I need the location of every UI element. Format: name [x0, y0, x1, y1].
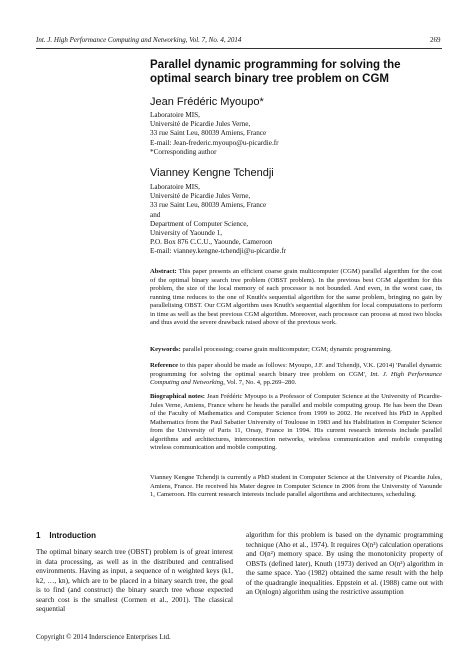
keywords-label: Keywords: [150, 346, 181, 353]
author1-affiliation-line: *Corresponding author [150, 147, 217, 156]
biographical-notes [150, 393, 442, 453]
page-number: 269 [430, 36, 441, 44]
author1-affiliation-line: 33 rue Saint Leu, 80039 Amiens, France [150, 129, 267, 138]
section-number: 1 [36, 531, 41, 540]
bio2-text: Vianney Kengne Tchendji is currently a PhD student in Computer Science at the University of Picardie Jules, Amiens, France. He received his Mater degree in Computer Science in 2006 from the University of Yaounde 1, Cameroon. His current research interests include parallel algorithms and architectures, scheduling. [150, 474, 442, 498]
author1-affiliation-line: Université de Picardie Jules Verne, [150, 120, 251, 129]
abstract-label: Abstract: [150, 268, 177, 275]
author2-affiliation [150, 183, 286, 257]
keywords-text: parallel processing; coarse grain multicomputer; CGM; dynamic programming. [182, 346, 392, 353]
author2-affiliation-line: 33 rue Saint Leu, 80039 Amiens, France [150, 201, 267, 210]
bio-label: Biographical notes: [150, 393, 206, 400]
author1-affiliation-line: Laboratoire MIS, [150, 111, 200, 119]
body-left-column: The optimal binary search tree (OBST) problem is of great interest in data processing, as well as in the distributed and centralised environments. Having as input, a sequence of n weighted keys (k1, k2, …, kn), which are to be placed in a binary search tree, the goal is to find (and construct) the binary search tree whose expected search cost is the smallest (Cormen et al., 2001). The classical sequential [36, 548, 233, 613]
author2-affiliation-line: Laboratoire MIS, [150, 183, 200, 191]
paper-title: Parallel dynamic programming for solving the optimal search binary tree problem on CGM [150, 59, 401, 85]
running-head: Int. J. High Performance Computing and Networking, Vol. 7, No. 4, 2014 [36, 36, 242, 44]
author1-name: Jean Frédéric Myoupo* [150, 96, 264, 108]
author2-affiliation-line: and [150, 210, 161, 219]
author2-affiliation-line: P.O. Box 876 C.C.U., Yaounde, Cameroon [150, 238, 273, 247]
reference [150, 362, 442, 388]
header-rule [36, 48, 442, 49]
author1-affiliation [150, 111, 279, 157]
author2-affiliation-line: University of Yaounde 1, [150, 229, 223, 238]
author2-affiliation-line: Department of Computer Science, [150, 219, 249, 228]
reference-text: to this paper should be made as follows: Myoupo, J.F. and Tchendji, V.K. (2014) 'Parallel dynamic programming for solving the optimal search binary tree problem on CGM', [150, 362, 442, 378]
author2-affiliation-line: E-mail: vianney.kengne-tchendji@u-picardie.fr [150, 247, 287, 256]
section-title: Introduction [49, 531, 96, 540]
abstract [150, 268, 442, 328]
section-heading [36, 531, 96, 540]
author2-name: Vianney Kengne Tchendji [150, 167, 274, 179]
bio2 [150, 474, 442, 500]
reference-label: Reference [150, 362, 179, 369]
copyright: Copyright © 2014 Inderscience Enterprises Ltd. [36, 633, 171, 641]
reference-tail: , Vol. 7, No. 4, pp.269–280. [223, 379, 297, 386]
keywords [150, 346, 442, 355]
author2-affiliation-line: Université de Picardie Jules Verne, [150, 192, 251, 201]
body-right-column: algorithm for this problem is based on the dynamic programming technique (Aho et al., 1974). It requires O(n³) calculation operations and O(n²) memory space. By using the monotonicity property of OBSTs (defined later), Knuth (1973) derived an O(n²) algorithm in the same space. Yao (1982) obtained the same result with the help of the quadrangle inequalities. Eppstein et al. (1988) came out with an O(nlogn) algorithm using the restrictive assumption [246, 531, 443, 596]
abstract-text: This paper presents an efficient coarse grain multicomputer (CGM) parallel algorithm for the cost of the optimal binary search tree problem (OBST problem). In the previous best CGM algorithm for this problem, the size of the local memory of each processor is not bounded. And even, in the worst case, its running time reduces to the one of Knuth's sequential algorithm for the same problem, bringing no gain by parallelising OBST. Our CGM algorithm uses Knuth's sequential algorithm for local computations to perform in time as well as the best previous CGM algorithm. Moreover, each processor can process at most two blocks and thus avoid the severe drawback raised above of the previous work. [150, 268, 442, 326]
bio1-text: Jean Frédéric Myoupo is a Professor of Computer Science at the University of Picardie-Jules Verne, Amiens, France where he heads the parallel and mobile computing group. He has been the Dean of the Faculty of Mathematics and Computer Science from 1999 to 2002. He received his PhD in Applied Mathematics from the Paul Sabatier University of Toulouse in 1983 and his Habilitation in Computer Science from the University of Paris 11, Orsay, France in 1994. His current research interests include parallel algorithms and architectures, interconnection networks, wireless communication and mobile computing wireless communication and mobile computing. [150, 393, 442, 451]
reference-journal: Int. J. High Performance Computing and Networking [150, 370, 442, 386]
author1-affiliation-line: E-mail: Jean-frederic.myoupo@u-picardie.fr [150, 138, 279, 147]
